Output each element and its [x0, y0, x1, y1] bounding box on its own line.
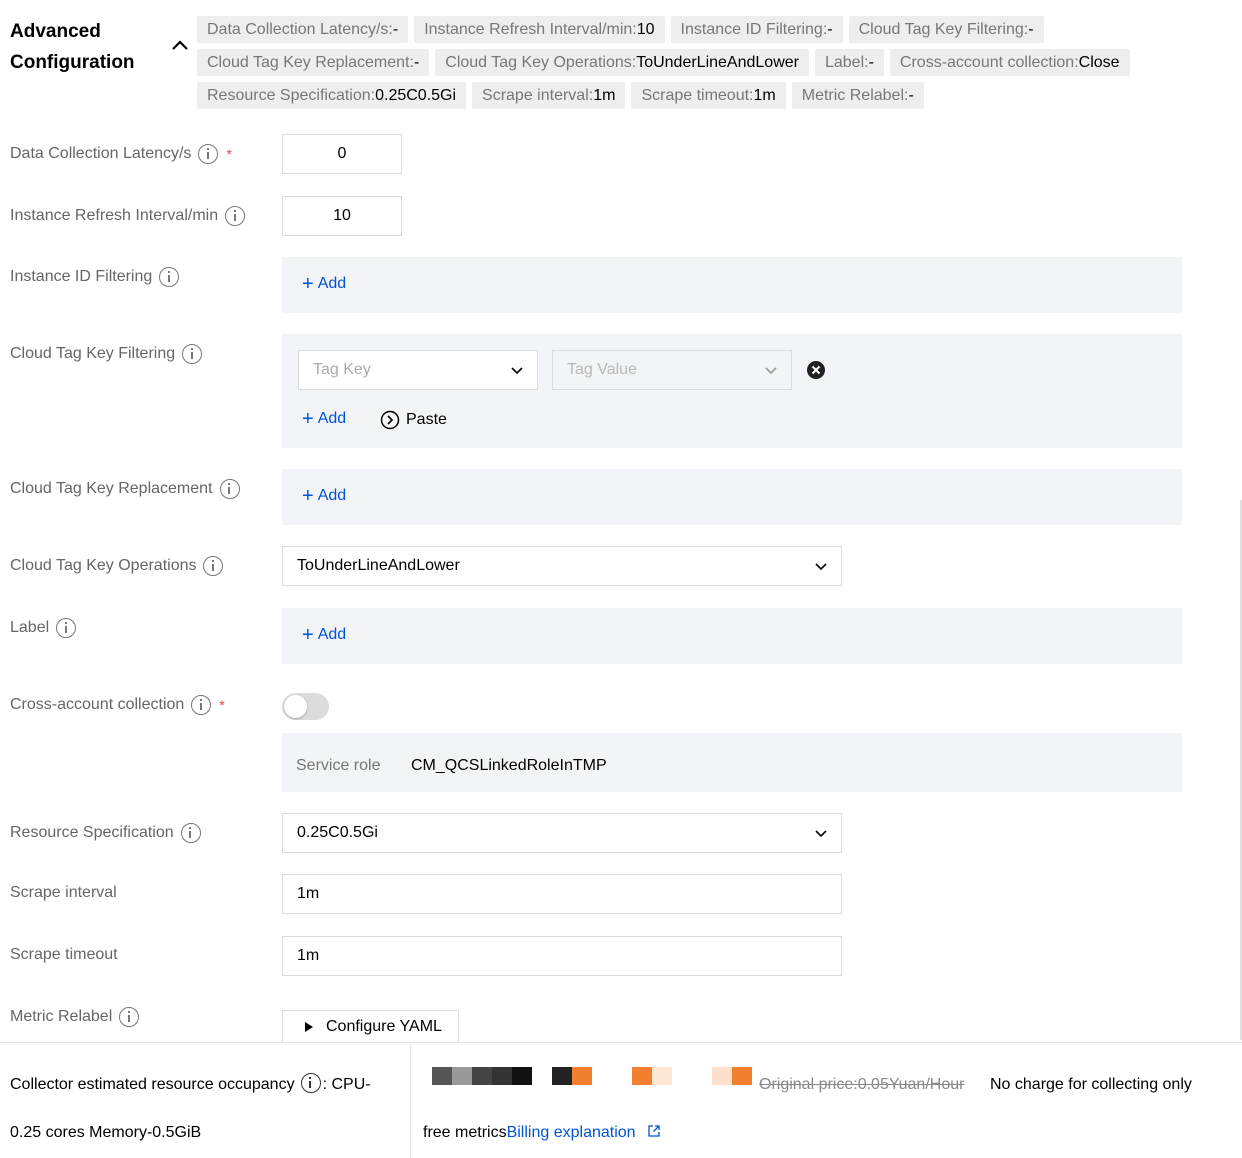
- summary-tag-key: Instance Refresh Interval/min:: [424, 21, 637, 38]
- summary-tag-value: Close: [1078, 54, 1120, 71]
- redacted-price-block: [432, 1067, 532, 1085]
- plus-icon: +: [302, 485, 314, 507]
- scrape-timeout-label: Scrape timeout: [10, 946, 118, 963]
- label-add-button[interactable]: + Add: [302, 624, 347, 646]
- scrape-interval-label: Scrape interval: [10, 884, 117, 901]
- redacted-price-block: [712, 1067, 752, 1085]
- required-mark: *: [219, 697, 225, 713]
- free-metrics-line: free metricsBilling explanation: [423, 1124, 660, 1142]
- summary-tag-value: -: [413, 54, 420, 71]
- summary-tag: [890, 49, 1130, 76]
- external-link-icon[interactable]: [648, 1125, 660, 1137]
- info-icon[interactable]: [181, 823, 201, 843]
- summary-tag-value: -: [868, 54, 874, 71]
- chevron-down-icon: [815, 560, 827, 572]
- scrape-timeout-input[interactable]: 1m: [282, 936, 842, 976]
- toggle-knob: [284, 695, 307, 718]
- summary-tag: [472, 82, 625, 109]
- summary-tag-value: ToUnderLineAndLower: [636, 54, 799, 71]
- tag-filter-label: Cloud Tag Key Filtering: [10, 344, 202, 364]
- paste-icon: [380, 410, 400, 430]
- metric-relabel-label: Metric Relabel: [10, 1007, 139, 1027]
- summary-tag: [197, 16, 408, 43]
- latency-label: Data Collection Latency/s *: [10, 145, 232, 162]
- cross-account-toggle[interactable]: [282, 693, 329, 720]
- service-role-value: CM_QCSLinkedRoleInTMP: [411, 757, 607, 774]
- original-price: Original price:0.05Yuan/Hour: [759, 1076, 965, 1093]
- scrape-interval-input[interactable]: 1m: [282, 874, 842, 914]
- chevron-down-icon: [511, 364, 523, 376]
- summary-tag: [671, 16, 843, 43]
- summary-tag: [414, 16, 664, 43]
- summary-tag-key: Scrape interval:: [482, 87, 594, 104]
- summary-tag: [849, 16, 1044, 43]
- summary-tag-value: 1m: [593, 87, 616, 104]
- info-icon[interactable]: [301, 1073, 321, 1093]
- summary-tag-key: Label:: [824, 54, 869, 71]
- footer-divider: [410, 1043, 411, 1158]
- summary-tag-key: Resource Specification:: [207, 87, 376, 104]
- info-icon[interactable]: [159, 267, 179, 287]
- summary-tag-key: Cross-account collection:: [899, 54, 1079, 71]
- tag-replace-add-button[interactable]: + Add: [302, 485, 347, 507]
- cross-account-label: Cross-account collection *: [10, 696, 225, 713]
- summary-tag-key: Cloud Tag Key Replacement:: [207, 54, 414, 71]
- info-icon[interactable]: [220, 479, 240, 499]
- info-icon[interactable]: [56, 618, 76, 638]
- chevron-up-icon[interactable]: [170, 36, 190, 56]
- summary-tag: [197, 82, 466, 109]
- plus-icon: +: [302, 408, 314, 430]
- service-role-panel: [282, 733, 1182, 792]
- summary-tag: [792, 82, 924, 109]
- occupancy-line2: 0.25 cores Memory-0.5GiB: [10, 1124, 202, 1141]
- summary-tag-value: -: [1028, 21, 1034, 38]
- info-icon[interactable]: [225, 206, 245, 226]
- summary-tag: [631, 82, 785, 109]
- occupancy-text: Collector estimated resource occupancy : CPU-: [10, 1073, 371, 1094]
- summary-tag-value: -: [827, 21, 833, 38]
- summary-tag-value: 1m: [753, 87, 776, 104]
- info-icon[interactable]: [119, 1007, 139, 1027]
- refresh-input[interactable]: 10: [282, 196, 402, 236]
- tag-filter-panel: [282, 334, 1182, 448]
- summary-tag-key: Instance ID Filtering:: [680, 21, 828, 38]
- tag-ops-label: Cloud Tag Key Operations: [10, 556, 223, 576]
- plus-icon: +: [302, 624, 314, 646]
- label-label: Label: [10, 618, 76, 638]
- plus-icon: +: [302, 273, 314, 295]
- section-title: Advanced Configuration: [10, 21, 135, 73]
- summary-tag-key: Scrape timeout:: [641, 87, 754, 104]
- refresh-label: Instance Refresh Interval/min: [10, 206, 245, 226]
- summary-tag-key: Metric Relabel:: [801, 87, 909, 104]
- paste-button[interactable]: Paste: [380, 410, 447, 430]
- required-mark: *: [226, 146, 232, 162]
- footer-bar: [0, 1042, 1242, 1158]
- info-icon[interactable]: [191, 695, 211, 715]
- instance-filter-panel: [282, 257, 1182, 313]
- summary-tag-value: -: [908, 87, 914, 104]
- redacted-price-block: [552, 1067, 592, 1085]
- tag-replace-label: Cloud Tag Key Replacement: [10, 479, 240, 499]
- summary-tag: [435, 49, 809, 76]
- summary-tag-key: Data Collection Latency/s:: [207, 21, 393, 38]
- instance-filter-add-button[interactable]: + Add: [302, 273, 347, 295]
- summary-tag: [197, 49, 429, 76]
- tag-filter-add-button[interactable]: + Add: [302, 408, 347, 430]
- summary-tag-value: 0.25C0.5Gi: [375, 87, 457, 104]
- configure-yaml-button[interactable]: Configure YAML: [282, 1010, 459, 1042]
- remove-circle-icon[interactable]: [806, 360, 826, 380]
- summary-tag-value: 10: [636, 21, 655, 38]
- service-role-label: Service role: [296, 757, 381, 774]
- redacted-price-block: [632, 1067, 672, 1085]
- chevron-down-icon: [765, 364, 777, 376]
- latency-input[interactable]: 0: [282, 134, 402, 174]
- chevron-down-icon: [815, 827, 827, 839]
- resource-spec-select[interactable]: 0.25C0.5Gi: [282, 813, 842, 853]
- no-charge-text: No charge for collecting only: [990, 1076, 1192, 1093]
- summary-tag-value: -: [392, 21, 399, 38]
- summary-tags: [197, 16, 1207, 109]
- tag-replace-panel: [282, 469, 1182, 525]
- tag-ops-select[interactable]: ToUnderLineAndLower: [282, 546, 842, 586]
- summary-tag: [815, 49, 884, 76]
- info-icon[interactable]: [198, 144, 218, 164]
- billing-link[interactable]: Billing explanation: [506, 1124, 636, 1141]
- tag-key-select[interactable]: Tag Key: [298, 350, 538, 390]
- instance-filter-label: Instance ID Filtering: [10, 267, 179, 287]
- info-icon[interactable]: [182, 344, 202, 364]
- resource-spec-label: Resource Specification: [10, 823, 201, 843]
- info-icon[interactable]: [203, 556, 223, 576]
- summary-tag-key: Cloud Tag Key Operations:: [445, 54, 637, 71]
- summary-tag-key: Cloud Tag Key Filtering:: [858, 21, 1029, 38]
- label-panel: [282, 608, 1182, 664]
- caret-right-icon: [305, 1022, 313, 1032]
- tag-value-select[interactable]: Tag Value: [552, 350, 792, 390]
